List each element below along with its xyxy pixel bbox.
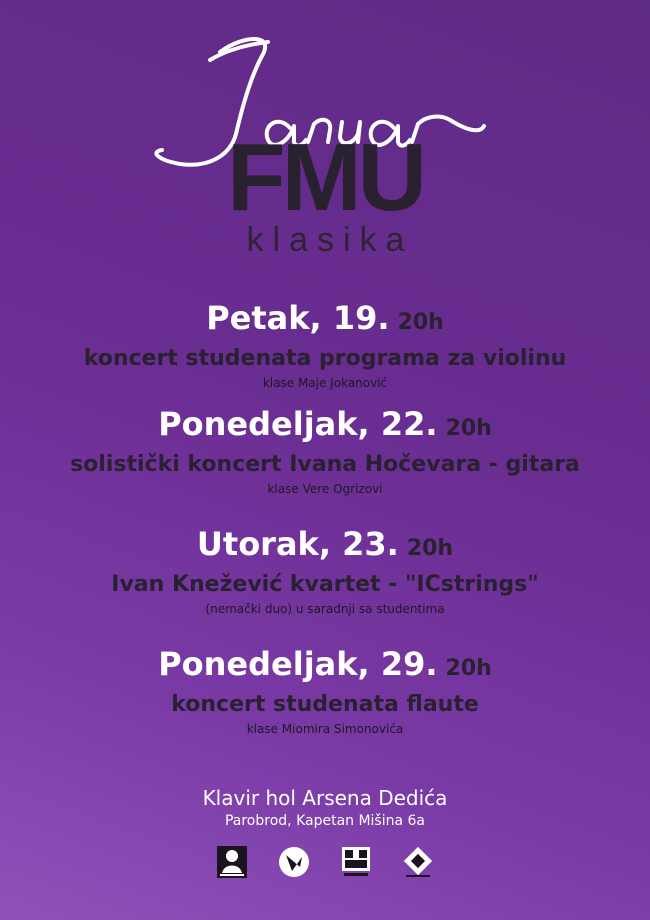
event-title: solistički koncert Ivana Hočevara - gitara: [70, 452, 580, 477]
fmu-logo: [278, 845, 310, 879]
event-time: 20h: [445, 656, 492, 681]
venue-name: Klavir hol Arsena Dedića: [202, 786, 448, 810]
event-day: Ponedeljak, 29.: [158, 645, 438, 683]
poster-header: [0, 0, 650, 270]
venue-info: [0, 785, 650, 831]
event-date-line: [0, 644, 650, 690]
brand-fmu: FMU: [227, 124, 423, 231]
event-subtitle: (nemački duo) u saradnji sa studentima: [205, 602, 445, 616]
brand-subtitle: klasika: [246, 221, 414, 259]
stari-grad-logo: [340, 845, 372, 879]
event-subtitle: klase Miomira Simonovića: [246, 722, 404, 736]
event-date-line: [0, 298, 650, 344]
event-day: Utorak, 23.: [196, 525, 399, 563]
event-time: 20h: [406, 536, 454, 561]
event-subtitle: klase Vere Ogrizovi: [267, 482, 383, 496]
event-date-line: [0, 404, 650, 450]
event-day: Petak, 19.: [206, 299, 390, 337]
event-time: 20h: [397, 310, 444, 335]
event-title: koncert studenata flaute: [171, 692, 479, 717]
event-item: [0, 524, 650, 618]
venue-address: Parobrod, Kapetan Mišina 6a: [224, 813, 426, 829]
event-list: [0, 298, 650, 738]
institution-emblem-logo: [402, 845, 434, 879]
arsen-dedic-logo: [216, 845, 248, 879]
event-item: [0, 404, 650, 498]
event-day: Ponedeljak, 22.: [158, 405, 438, 443]
event-time: 20h: [445, 416, 492, 441]
event-item: [0, 644, 650, 738]
event-subtitle: klase Maje Jokanović: [262, 376, 388, 390]
event-title: koncert studenata programa za violinu: [83, 346, 567, 371]
event-item: [0, 298, 650, 392]
event-title: Ivan Knežević kvartet - "ICstrings": [111, 572, 539, 597]
event-date-line: [0, 524, 650, 570]
sponsor-logos: [0, 842, 650, 882]
